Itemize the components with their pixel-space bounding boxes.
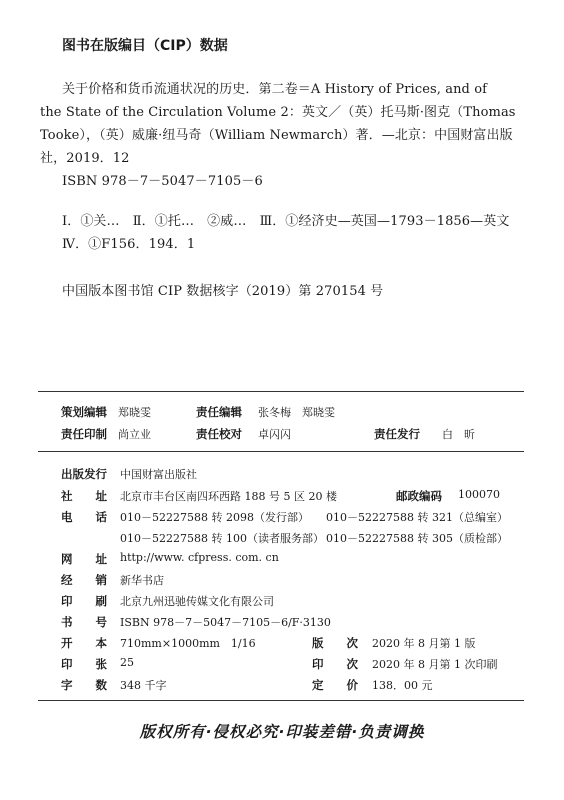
seller: 新华书店 [120,574,164,587]
address-label: 社 址 [61,489,107,503]
cip-classification: Ⅰ．①关… Ⅱ．①托… ②威… Ⅲ．①经济史—英国—1793－1856—英文 [62,214,510,229]
cip-line: 关于价格和货币流通状况的历史．第二卷＝A History of Prices, and of [62,82,488,97]
proofreader-label: 责任校对 [196,427,242,441]
printer-label: 印 刷 [61,594,107,608]
sheets: 25 [120,656,134,669]
cip-number: 中国版本图书馆 CIP 数据核字（2019）第 270154 号 [62,284,384,299]
format-label: 开 本 [61,636,107,650]
phone: 010－52227588 转 2098（发行部） [120,511,309,524]
edition-label: 版 次 [312,636,358,650]
phone-label: 电 话 [61,510,107,524]
planning-editor-label: 策划编辑 [61,405,107,419]
divider [38,700,524,701]
phone: 010－52227588 转 100（读者服务部） [120,532,324,545]
divider [38,391,524,392]
address: 北京市丰台区南四环西路 188 号 5 区 20 楼 [120,490,337,503]
edition: 2020 年 8 月第 1 版 [372,637,476,650]
distribution-manager: 白 昕 [442,428,475,441]
words: 348 千字 [120,679,167,692]
isbn: ISBN 978－7－5047－7105－6/F·3130 [120,616,331,629]
print-manager-label: 责任印制 [61,427,107,441]
postcode-label: 邮政编码 [396,489,442,503]
cip-heading: 图书在版编目（CIP）数据 [62,38,228,54]
impression-label: 印 次 [312,657,358,671]
cip-isbn: ISBN 978－7－5047－7105－6 [62,174,263,189]
isbn-label: 书 号 [61,615,107,629]
seller-label: 经 销 [61,573,107,587]
cip-line: 社，2019．12 [40,151,130,166]
phone: 010－52227588 转 321（总编室） [326,511,508,524]
responsible-editors: 张冬梅 郑晓雯 [258,406,335,419]
website-label: 网 址 [61,552,107,566]
postcode: 100070 [458,488,500,501]
copyright-slogan: 版权所有·侵权必究·印装差错·负责调换 [139,723,425,741]
proofreader: 卓闪闪 [258,428,291,441]
distribution-label: 责任发行 [374,427,420,441]
divider [38,451,524,452]
printer: 北京九州迅驰传媒文化有限公司 [120,595,274,608]
sheets-label: 印 张 [61,657,107,671]
price-label: 定 价 [312,678,358,692]
website: http://www. cfpress. com. cn [120,551,279,564]
phone: 010－52227588 转 305（质检部） [326,532,508,545]
responsible-editor-label: 责任编辑 [196,405,242,419]
cip-line: the State of the Circulation Volume 2：英文／（英）托马斯·图克（Thomas [40,105,516,120]
publisher: 中国财富出版社 [120,468,197,481]
planning-editor: 郑晓雯 [118,406,151,419]
cip-line: Tooke），（英）威廉·纽马奇（William Newmarch）著．—北京：中国财富出版 [40,128,513,143]
print-manager: 尚立业 [118,428,151,441]
impression: 2020 年 8 月第 1 次印刷 [372,658,498,671]
format: 710mm×1000mm 1/16 [120,637,256,650]
words-label: 字 数 [61,678,107,692]
price: 138．00 元 [372,679,433,692]
publisher-label: 出版发行 [61,467,107,481]
cip-classification: Ⅳ．①F156．194．1 [62,237,196,252]
